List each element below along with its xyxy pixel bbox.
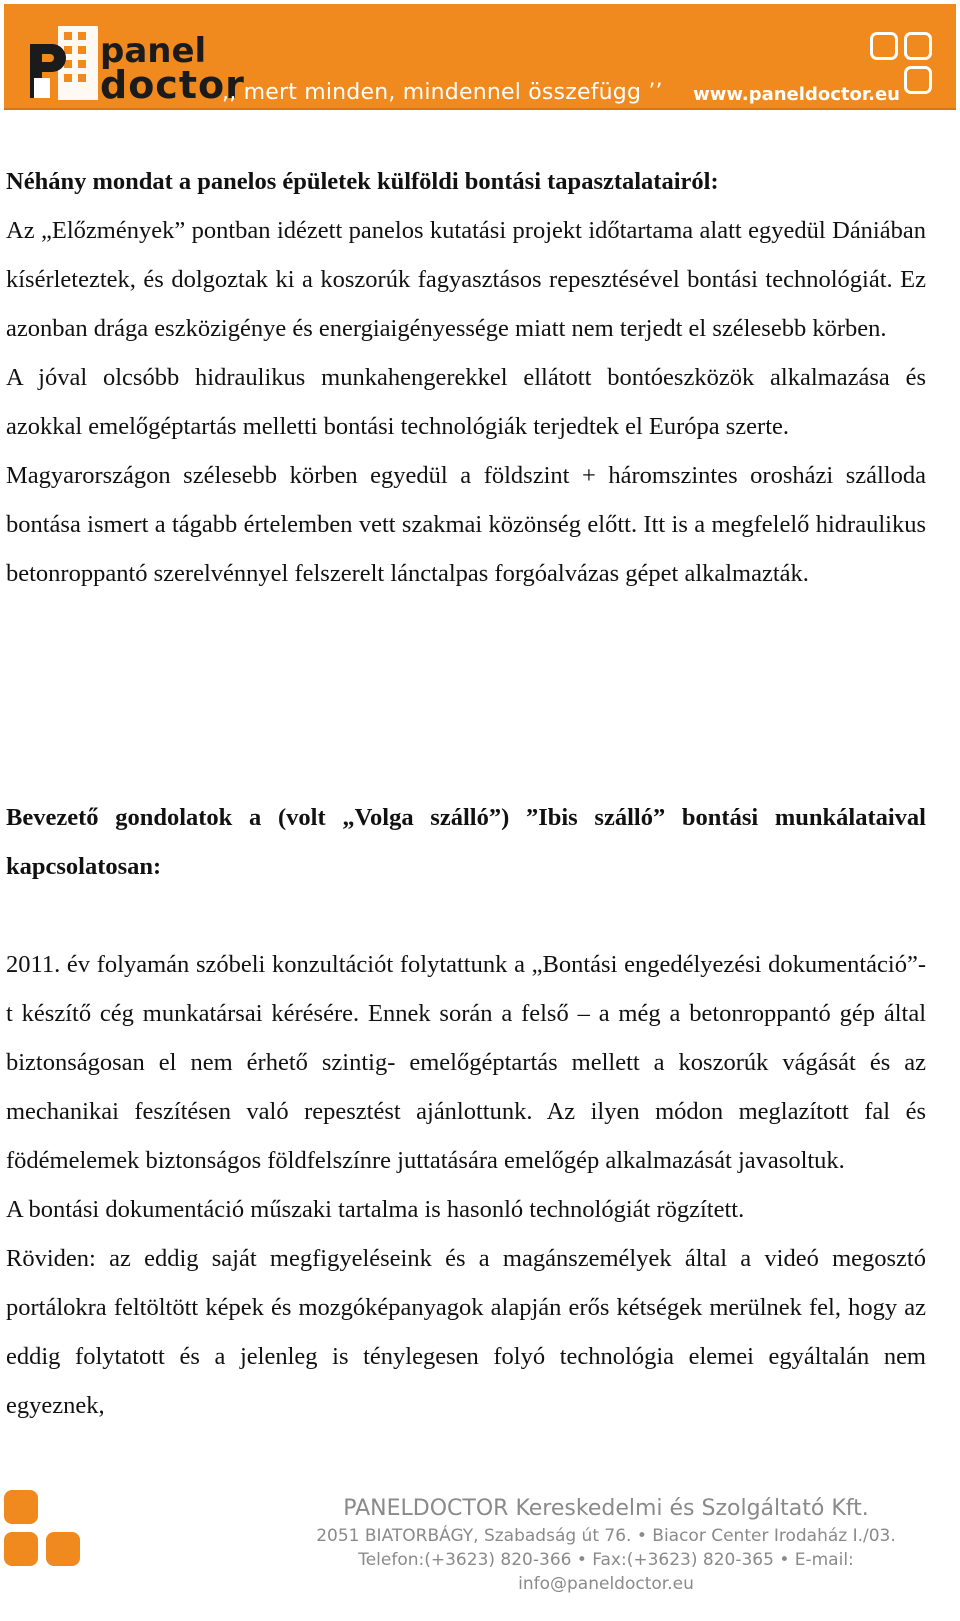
section-consultation (6, 940, 926, 1430)
slogan: ,, mert minden, mindennel összefügg ’’ (222, 80, 663, 105)
section-heading: Néhány mondat a panelos épületek külföldi bontási tapasztalatairól: (6, 168, 719, 195)
brand-line-1: panel (100, 31, 207, 71)
paragraph: A bontási dokumentáció műszaki tartalma is hasonló technológiát rögzített. (6, 1196, 745, 1223)
brand-line-2: doctor (100, 63, 245, 107)
paragraph: A jóval olcsóbb hidraulikus munkahengerekkel ellátott bontóeszközök alkalmazása és azokkal emelőgéptartás melletti bontási technológiák terjedtek el Európa szerte. (6, 364, 926, 440)
section-heading: Bevezető gondolatok a (volt „Volga szálló”) ”Ibis szálló” bontási munkálataival kapcsolatosan: (6, 804, 926, 880)
section-introduction (6, 793, 926, 891)
paragraph: Magyarországon szélesebb körben egyedül a földszint + háromszintes orosházi szálloda bontása ismert a tágabb értelemben vett szakmai közönség előtt. Itt is a megfelelő hidraulikus betonroppantó szerelvénnyel felszerelt lánctalpas forgóalvázas gépet alkalmazták. (6, 462, 926, 587)
website-link[interactable]: www.paneldoctor.eu (693, 84, 900, 105)
paneldoctor-logo-icon (24, 22, 104, 104)
footer-address: 2051 BIATORBÁGY, Szabadság út 76. • Biacor Center Irodaház I./03. (316, 1526, 896, 1546)
orange-squares-icon (4, 1490, 84, 1570)
footer (286, 1494, 926, 1596)
footer-contact: Telefon:(+3623) 820-366 • Fax:(+3623) 820-365 • E-mail: info@paneldoctor.eu (358, 1550, 854, 1594)
footer-company: PANELDOCTOR Kereskedelmi és Szolgáltató Kft. (343, 1496, 869, 1521)
section-foreign-experience (6, 157, 926, 598)
header-banner (4, 4, 956, 110)
rounded-squares-icon (870, 32, 942, 104)
paragraph: Röviden: az eddig saját megfigyeléseink és a magánszemélyek által a videó megosztó portálokra feltöltött képek és mozgóképanyagok alapján erős kétségek merülnek fel, hogy az eddig folytatott és a jelenleg is ténylegesen folyó technológia elemei egyáltalán nem egyeznek, (6, 1245, 926, 1419)
paragraph: Az „Előzmények” pontban idézett panelos kutatási projekt időtartama alatt egyedül Dániában kísérleteztek, és dolgoztak ki a koszorúk fagyasztásos repesztésével bontási technológiát. Ez azonban drága eszközigénye és energiaigényessége miatt nem terjedt el szélesebb körben. (6, 217, 926, 342)
paragraph: 2011. év folyamán szóbeli konzultációt folytattunk a „Bontási engedélyezési dokumentáció”-t készítő cég munkatársai kérésére. Ennek során a felső – a még a betonroppantó gép által biztonságosan el nem érhető szintig- emelőgéptartás mellett a koszorúk vágását és az mechanikai feszítésen való repesztést ajánlottunk. Az ilyen módon meglazított fal és födémelemek biztonságos földfelszínre juttatására emelőgép alkalmazását javasoltuk. (6, 951, 926, 1174)
